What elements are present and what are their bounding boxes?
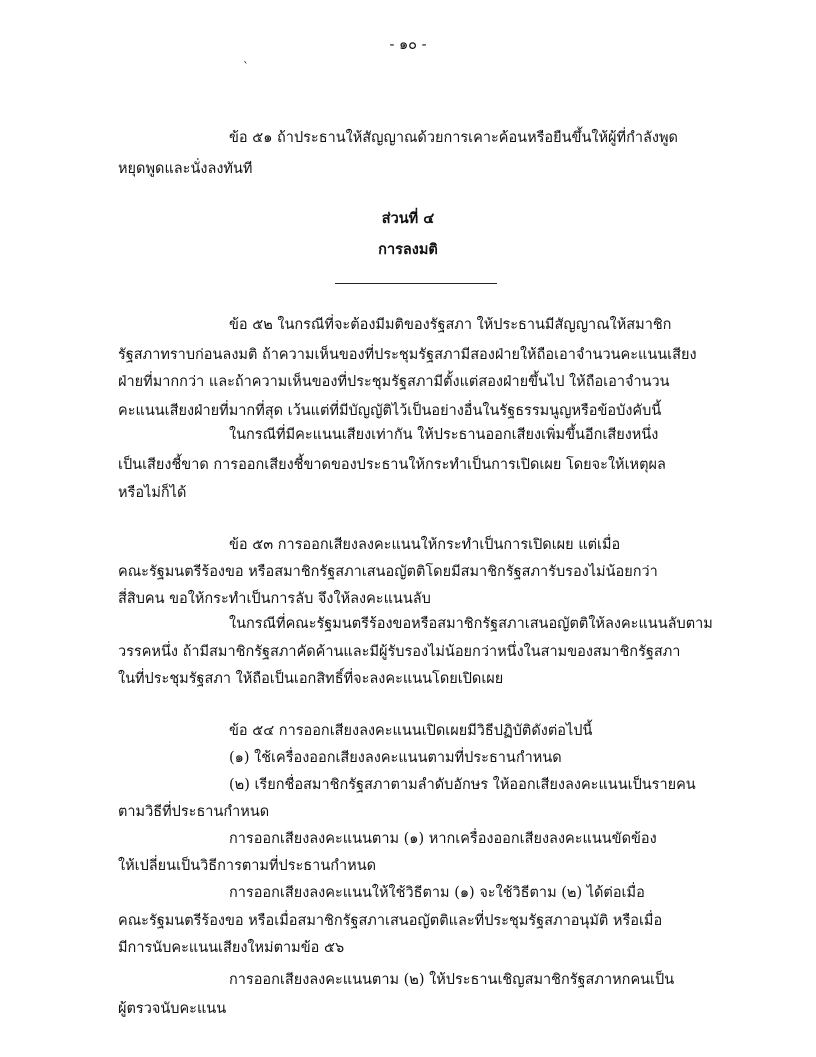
section-subheading: การลงมติ (378, 241, 438, 258)
article-52-line-2: รัฐสภาทราบก่อนลงมติ ถ้าความเห็นของที่ประชุมรัฐสภามีสองฝ่ายให้ถือเอาจำนวนคะแนนเสียง (118, 347, 697, 363)
article-52-line-6: เป็นเสียงชี้ขาด การออกเสียงชี้ขาดของประธานให้กระทำเป็นการเปิดเผย โดยจะให้เหตุผล (118, 457, 666, 473)
article-54-item-2-line-2: ตามวิธีที่ประธานกำหนด (118, 804, 270, 820)
article-51-line-2: หยุดพูดและนั่งลงทันที (118, 161, 253, 177)
article-54-p5-line-2: ผู้ตรวจนับคะแนน (118, 1001, 227, 1017)
article-53-line-3: สี่สิบคน ขอให้กระทำเป็นการลับ จึงให้ลงคะแนนลับ (118, 591, 431, 607)
article-52-line-4: คะแนนเสียงฝ่ายที่มากที่สุด เว้นแต่ที่มีบัญญัติไว้เป็นอย่างอื่นในรัฐธรรมนูญหรือข้อบังคับนี้ (118, 403, 662, 419)
article-53-line-5: วรรคหนึ่ง ถ้ามีสมาชิกรัฐสภาคัดค้านและมีผู้รับรองไม่น้อยกว่าหนึ่งในสามของสมาชิกรัฐสภา (118, 644, 681, 660)
article-52-line-1: ข้อ ๕๒ ในกรณีที่จะต้องมีมติของรัฐสภา ให้ประธานมีสัญญาณให้สมาชิก (229, 317, 672, 333)
article-53-line-6: ในที่ประชุมรัฐสภา ให้ถือเป็นเอกสิทธิ์ที่จะลงคะแนนโดยเปิดเผย (118, 671, 504, 687)
article-53-line-2: คณะรัฐมนตรีร้องขอ หรือสมาชิกรัฐสภาเสนอญัตติโดยมีสมาชิกรัฐสภารับรองไม่น้อยกว่า (118, 564, 658, 580)
page-number: - ๑๐ - (389, 37, 427, 53)
article-54-item-1: (๑) ใช้เครื่องออกเสียงลงคะแนนตามที่ประธานกำหนด (229, 750, 562, 766)
article-54-p4-line-1: การออกเสียงลงคะแนนให้ใช้วิธีตาม (๑) จะใช้วิธีตาม (๒) ได้ต่อเมื่อ (229, 885, 645, 901)
article-51-line-1: ข้อ ๕๑ ถ้าประธานให้สัญญาณด้วยการเคาะค้อนหรือยืนขึ้นให้ผู้ที่กำลังพูด (229, 130, 678, 146)
article-52-line-5: ในกรณีที่มีคะแนนเสียงเท่ากัน ให้ประธานออกเสียงเพิ่มขึ้นอีกเสียงหนึ่ง (229, 427, 659, 443)
article-54-p3-line-2: ให้เปลี่ยนเป็นวิธีการตามที่ประธานกำหนด (118, 858, 377, 874)
article-54-p3-line-1: การออกเสียงลงคะแนนตาม (๑) หากเครื่องออกเสียงลงคะแนนขัดข้อง (229, 831, 657, 847)
article-54-item-2-line-1: (๒) เรียกชื่อสมาชิกรัฐสภาตามลำดับอักษร ให้ออกเสียงลงคะแนนเป็นรายคน (229, 777, 696, 793)
article-54-intro: ข้อ ๕๔ การออกเสียงลงคะแนนเปิดเผยมีวิธีปฏิบัติดังต่อไปนี้ (229, 723, 593, 739)
article-54-p5-line-1: การออกเสียงลงคะแนนตาม (๒) ให้ประธานเชิญสมาชิกรัฐสภาหกคนเป็น (229, 972, 675, 988)
heading-underline (335, 283, 497, 284)
article-53-line-4: ในกรณีที่คณะรัฐมนตรีร้องขอหรือสมาชิกรัฐสภาเสนอญัตติให้ลงคะแนนลับตาม (229, 616, 713, 632)
speck-mark: ` (243, 60, 249, 74)
article-52-line-7: หรือไม่ก็ได้ (118, 485, 187, 501)
article-54-p4-line-2: คณะรัฐมนตรีร้องขอ หรือเมื่อสมาชิกรัฐสภาเสนอญัตติและที่ประชุมรัฐสภาอนุมัติ หรือเมื่อ (118, 913, 663, 929)
section-heading: ส่วนที่ ๔ (381, 210, 435, 227)
article-52-line-3: ฝ่ายที่มากกว่า และถ้าความเห็นของที่ประชุมรัฐสภามีตั้งแต่สองฝ่ายขึ้นไป ให้ถือเอาจำนวน (118, 374, 670, 390)
article-54-p4-line-3: มีการนับคะแนนเสียงใหม่ตามข้อ ๕๖ (118, 940, 345, 956)
article-53-line-1: ข้อ ๕๓ การออกเสียงลงคะแนนให้กระทำเป็นการเปิดเผย แต่เมื่อ (229, 537, 621, 553)
